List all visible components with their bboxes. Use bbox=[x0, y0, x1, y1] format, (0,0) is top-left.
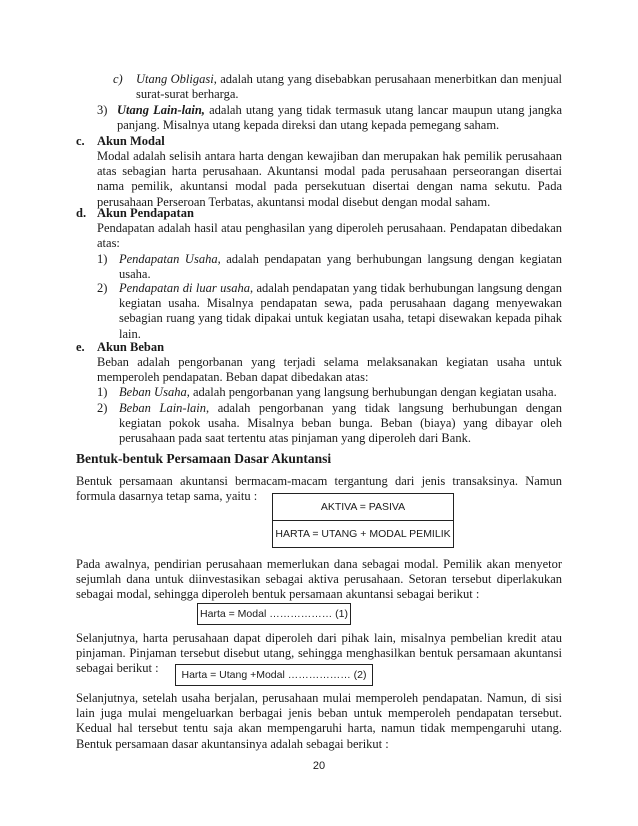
list-marker: 2) bbox=[97, 401, 108, 415]
list-marker: 3) bbox=[97, 103, 108, 117]
list-marker: 1) bbox=[97, 252, 108, 266]
section-body: Beban adalah pengorbanan yang terjadi selama melaksanakan kegiatan usaha untuk memperoleh pendapatan. Beban dapat dibedakan atas: bbox=[97, 355, 562, 385]
term: Pendapatan di luar usaha bbox=[119, 281, 250, 295]
list-item bbox=[119, 281, 562, 342]
list-marker: 1) bbox=[97, 385, 108, 399]
paragraph-modal: Pada awalnya, pendirian perusahaan memerlukan dana sebagai modal. Pemilik akan menyetor sejumlah dana untuk diinvestasikan sebagai aktiva perusahaan. Setoran tersebut diperlakukan sebagai modal, sehingga diperoleh bentuk persamaan akuntansi sebagai berikut : bbox=[76, 557, 562, 602]
list-marker: 2) bbox=[97, 281, 108, 295]
equation-box-1 bbox=[197, 603, 351, 625]
equation-text: Harta = Modal ……………… (1) bbox=[200, 608, 348, 620]
equation-box-2 bbox=[175, 664, 373, 686]
paragraph-intro: Bentuk persamaan akuntansi bermacam-macam tergantung dari jenis transaksinya. Namun formula dasarnya tetap sama, yaitu : bbox=[76, 474, 562, 504]
equation-box-harta bbox=[272, 520, 454, 548]
term: Beban Lain-lain bbox=[119, 401, 207, 415]
definition: , adalah pengorbanan yang langsung berhubungan dengan kegiatan usaha. bbox=[186, 385, 557, 399]
equation-text: HARTA = UTANG + MODAL PEMILIK bbox=[275, 528, 451, 540]
section-title: Akun Beban bbox=[97, 340, 165, 354]
utang-obligasi-paragraph bbox=[136, 72, 562, 102]
term: Pendapatan Usaha bbox=[119, 252, 218, 266]
section-title: Akun Modal bbox=[97, 134, 165, 148]
equation-box-aktiva bbox=[272, 493, 454, 521]
section-marker: e. bbox=[76, 340, 85, 354]
utang-lain-paragraph bbox=[117, 103, 562, 133]
paragraph-utang: Selanjutnya, harta perusahaan dapat diperoleh dari pihak lain, misalnya pembelian kredit atau pinjaman. Pinjaman tersebut disebut utang, sehingga menghasilkan bentuk persamaan akuntansi sebagai berikut : bbox=[76, 631, 562, 676]
section-marker: c. bbox=[76, 134, 85, 148]
section-title: Akun Pendapatan bbox=[97, 206, 194, 220]
term: Utang Lain-lain, bbox=[117, 103, 205, 117]
list-marker: c) bbox=[113, 72, 123, 86]
list-item bbox=[119, 401, 562, 447]
page-number: 20 bbox=[312, 760, 326, 772]
list-item bbox=[119, 385, 562, 400]
section-body: Pendapatan adalah hasil atau penghasilan yang diperoleh perusahaan. Pendapatan dibedakan atas: bbox=[97, 221, 562, 251]
equation-text: Harta = Utang +Modal ……………… (2) bbox=[181, 669, 367, 681]
section-marker: d. bbox=[76, 206, 87, 220]
paragraph-pendapatan: Selanjutnya, setelah usaha berjalan, perusahaan mulai memperoleh pendapatan. Namun, di sisi lain juga mulai mengeluarkan berbagai jenis beban untuk memperoleh pendapatan tersebut. Kedual hal tersebut tentu saja akan mempengaruhi harta, namun tidak mempengaruhi utang. Bentuk persamaan dasar akuntansinya adalah sebagai berikut : bbox=[76, 691, 562, 751]
definition: adalah utang yang tidak termasuk utang lancar maupun utang jangka panjang. Misalnya utang kepada direksi dan utang kepada pemegang saham. bbox=[117, 103, 562, 133]
definition: , adalah pendapatan yang tidak berhubungan langsung dengan kegiatan usaha. Misalnya pendapatan sewa, pada perusahaan dagang menyewakan sebagian ruang yang tidak dipakai untuk kegiatan usaha, tetapi disewakan kepada pihak lain. bbox=[119, 281, 562, 341]
term: Beban Usaha bbox=[119, 385, 187, 399]
definition: , adalah pendapatan yang berhubungan langsung dengan kegiatan usaha. bbox=[119, 252, 562, 282]
equation-text: AKTIVA = PASIVA bbox=[320, 501, 406, 513]
section-body: Modal adalah selisih antara harta dengan kewajiban dan merupakan hak pemilik perusahaan atas sebagian harta perusahaan. Akuntansi modal pada perusahaan perseorangan disertai nama pemilik, akuntansi modal pada persekutuan disertai dengan nama sekutu. Pada perusahaan Perseroan Terbatas, akuntansi modal disebut dengan modal saham. bbox=[97, 149, 562, 209]
definition: , adalah utang yang disebabkan perusahaan menerbitkan dan menjual surat-surat berharga. bbox=[136, 72, 562, 102]
term: Utang Obligasi bbox=[136, 72, 214, 86]
section-heading: Bentuk-bentuk Persamaan Dasar Akuntansi bbox=[76, 451, 332, 466]
list-item bbox=[119, 252, 562, 282]
definition: , adalah pengorbanan yang tidak langsung berhubungan dengan kegiatan pokok usaha. Misalnya beban bunga. Beban (biaya) yang dibayar oleh perusahaan pada saat tertentu atas pinjaman yang diperoleh dari Bank. bbox=[119, 401, 562, 446]
